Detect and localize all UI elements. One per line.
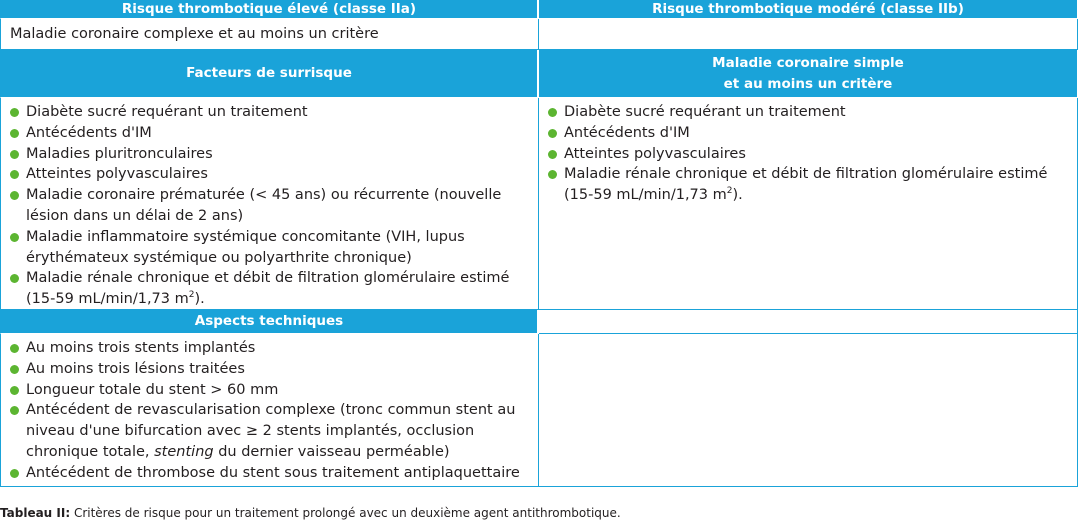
list-item-superscript: 2 xyxy=(726,186,733,197)
list-item-text: Maladie coronaire prématurée (< 45 ans) ou récurrente (nouvelle lésion dans un délai de 2 ans) xyxy=(26,187,502,224)
cell-empty xyxy=(539,19,1078,50)
list-item-text-end: ). xyxy=(194,291,205,308)
caption-text: Critères de risque pour un traitement prolongé avec un deuxième agent antithrombotique. xyxy=(70,506,621,520)
list-item xyxy=(10,123,532,144)
list-item-text: Longueur totale du stent > 60 mm xyxy=(26,381,279,398)
header-moderate-risk: Risque thrombotique modéré (classe IIb) xyxy=(539,0,1078,19)
list-item xyxy=(548,144,1071,165)
cell-tech-header-empty xyxy=(539,310,1078,334)
list-item xyxy=(10,227,532,269)
table-caption xyxy=(0,506,621,520)
cell-surrisque-left xyxy=(0,98,539,310)
list-item-emphasis: stenting xyxy=(154,443,214,460)
cell-surrisque-right xyxy=(539,98,1078,310)
list-item-text: Maladies pluritronculaires xyxy=(26,145,213,162)
subheader-surrisque: Facteurs de surrisque xyxy=(0,50,539,98)
table-header-row xyxy=(0,0,1078,19)
bullet-dot-icon xyxy=(10,108,19,117)
list-item-text: Antécédent de revascularisation complexe (tronc commun stent au niveau d'une bifurcation avec ≥ 2 stents implantés, occlusion chronique totale, xyxy=(26,402,516,460)
header-high-risk: Risque thrombotique élevé (classe IIa) xyxy=(0,0,539,19)
list-item xyxy=(548,164,1071,206)
list-item-text-end: ). xyxy=(732,187,743,204)
bullet-dot-icon xyxy=(548,129,557,138)
list-item xyxy=(10,400,532,462)
list-item xyxy=(10,338,532,359)
bullet-dot-icon xyxy=(10,469,19,478)
list-item xyxy=(10,164,532,185)
list-item xyxy=(10,380,532,401)
bullet-dot-icon xyxy=(10,150,19,159)
subheader-simple-disease: Maladie coronaire simple et au moins un critère xyxy=(539,50,1078,98)
list-item xyxy=(10,268,532,310)
bullet-dot-icon xyxy=(10,344,19,353)
list-item-text: Maladie inflammatoire systémique concomitante (VIH, lupus érythémateux systémique ou polyarthrite chronique) xyxy=(26,228,465,266)
table-row-complex-disease xyxy=(0,19,1078,50)
technical-left-list xyxy=(1,334,538,484)
bullet-dot-icon xyxy=(548,170,557,179)
list-item xyxy=(548,102,1071,123)
bullet-dot-icon xyxy=(10,386,19,395)
bullet-dot-icon xyxy=(10,233,19,242)
cell-complex-disease: Maladie coronaire complexe et au moins un critère xyxy=(0,19,539,50)
list-item-text: Maladie rénale chronique et débit de filtration glomérulaire estimé (15-59 mL/min/1,73 m xyxy=(564,166,1048,204)
cell-technical-left xyxy=(0,334,539,487)
list-item-text: Au moins trois lésions traitées xyxy=(26,360,245,377)
bullet-dot-icon xyxy=(548,108,557,117)
bullet-dot-icon xyxy=(10,191,19,200)
surrisque-left-list xyxy=(1,98,538,310)
list-item-text: Diabète sucré requérant un traitement xyxy=(26,104,308,120)
list-item-text: Au moins trois stents implantés xyxy=(26,340,256,356)
surrisque-right-list xyxy=(539,98,1077,206)
list-item-superscript: 2 xyxy=(188,290,195,301)
bullet-dot-icon xyxy=(10,274,19,283)
list-item-text: Maladie rénale chronique et débit de filtration glomérulaire estimé (15-59 mL/min/1,73 m xyxy=(26,270,510,308)
cell-technical-right-empty xyxy=(539,334,1078,487)
list-item-text: Diabète sucré requérant un traitement xyxy=(564,104,846,120)
list-item xyxy=(10,463,532,484)
list-item-text: Antécédents d'IM xyxy=(564,124,690,141)
caption-label: Tableau II: xyxy=(0,506,71,520)
subheader-technical: Aspects techniques xyxy=(0,310,539,334)
list-item xyxy=(10,102,532,123)
list-item xyxy=(10,359,532,380)
table-subheader-row xyxy=(0,50,1078,98)
table-row-technical xyxy=(0,334,1078,487)
bullet-dot-icon xyxy=(548,150,557,159)
bullet-dot-icon xyxy=(10,406,19,415)
list-item xyxy=(10,144,532,165)
list-item-text: Antécédent de thrombose du stent sous traitement antiplaquettaire xyxy=(26,464,520,481)
table-tech-header-row xyxy=(0,310,1078,334)
list-item-text: Atteintes polyvasculaires xyxy=(564,145,746,162)
bullet-dot-icon xyxy=(10,129,19,138)
list-item-text: Atteintes polyvasculaires xyxy=(26,166,208,183)
bullet-dot-icon xyxy=(10,365,19,374)
list-item xyxy=(10,185,532,227)
bullet-dot-icon xyxy=(10,170,19,179)
list-item-text-end: du dernier vaisseau perméable) xyxy=(213,443,450,460)
list-item-text: Antécédents d'IM xyxy=(26,124,152,141)
list-item xyxy=(548,123,1071,144)
table-row-surrisque-factors xyxy=(0,98,1078,310)
